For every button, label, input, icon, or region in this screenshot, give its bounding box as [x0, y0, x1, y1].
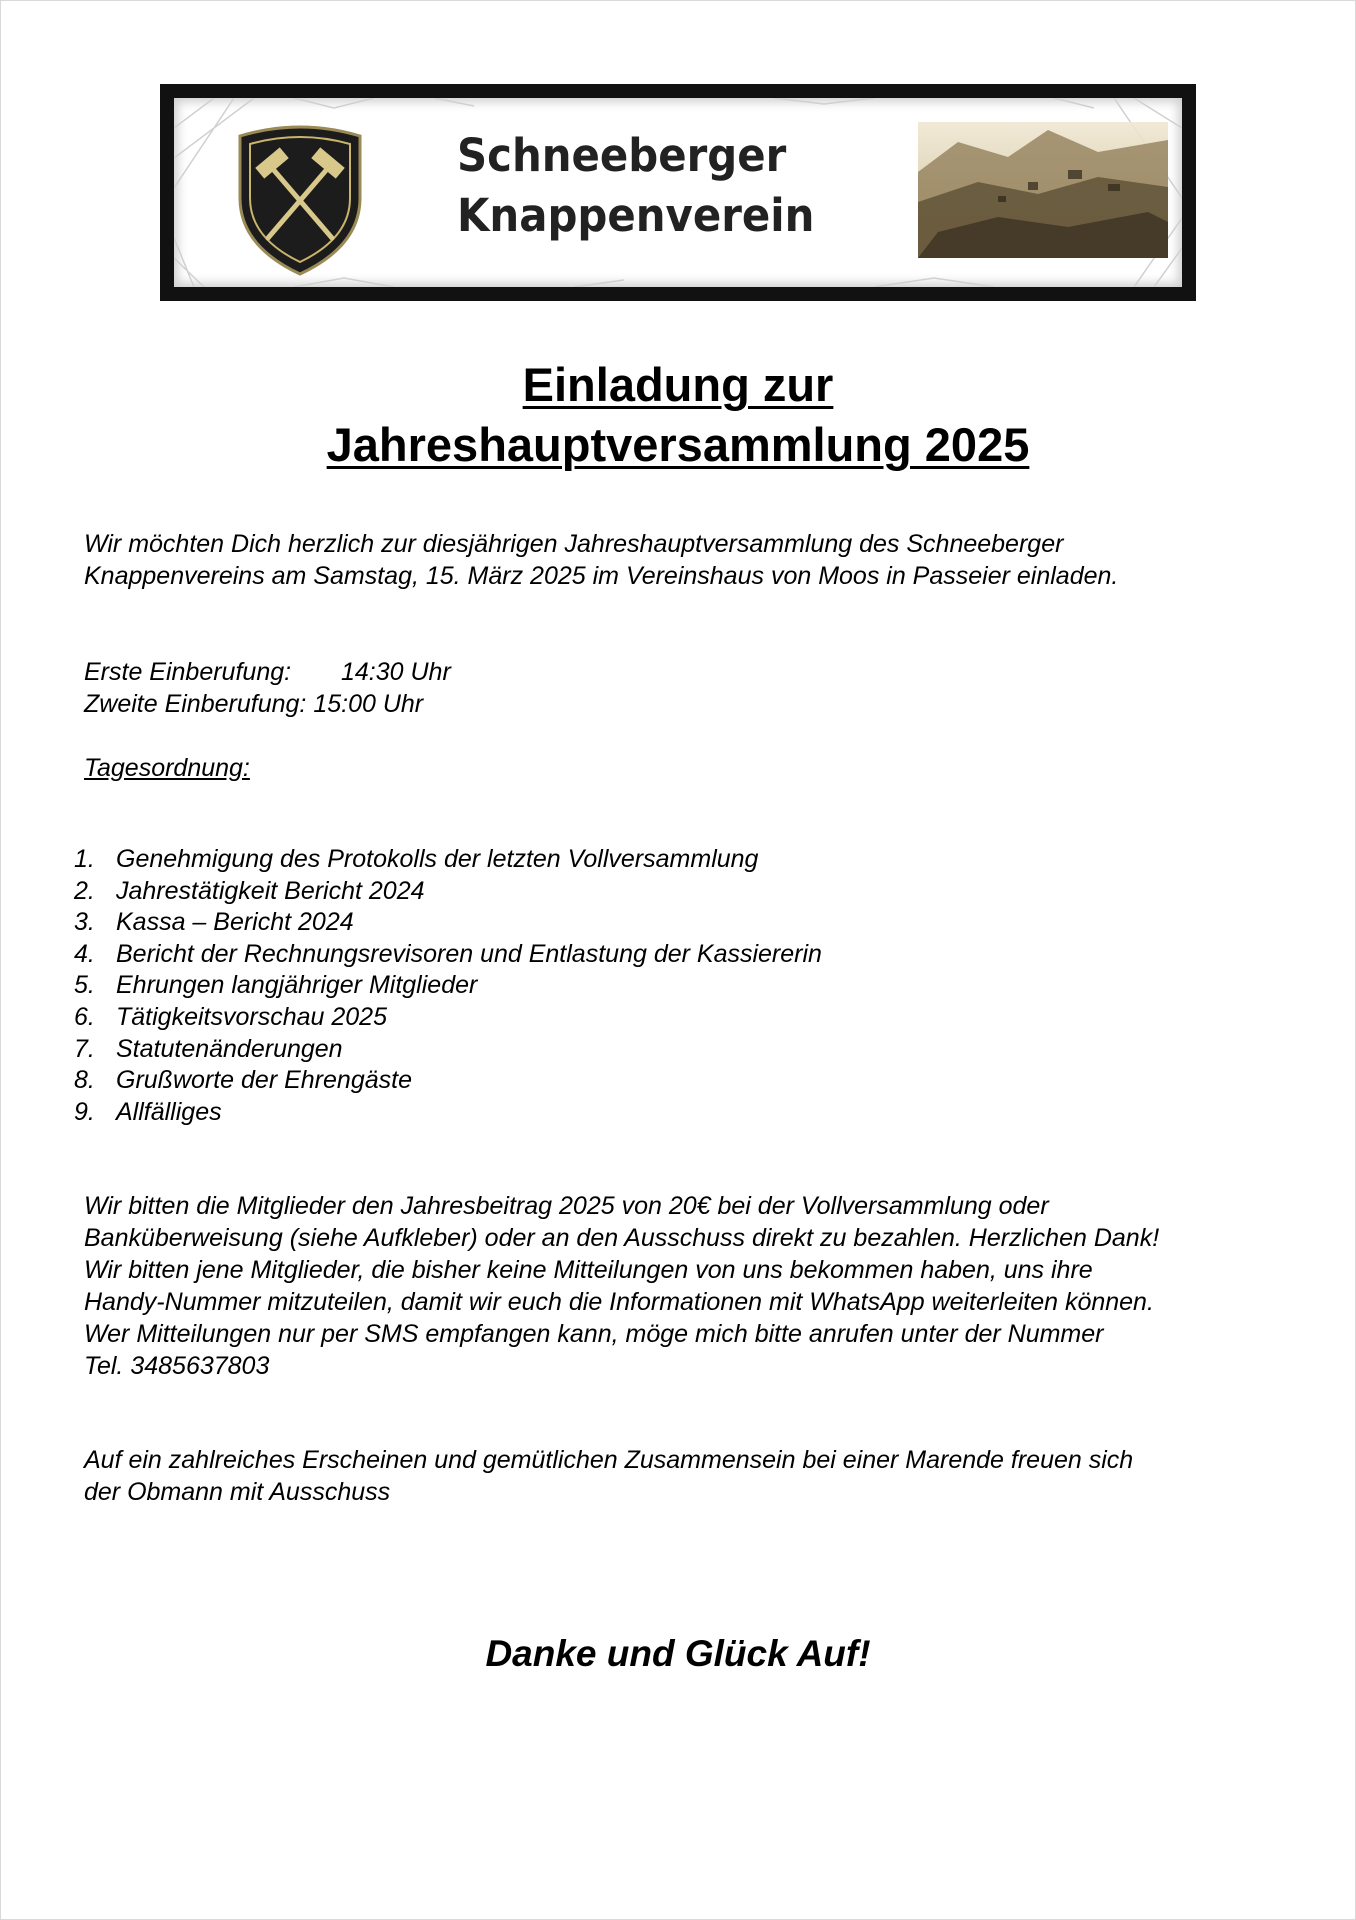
agenda-number: 9.	[74, 1097, 95, 1126]
notes-line: Banküberweisung (siehe Aufkleber) oder an den Ausschuss direkt zu bezahlen. Herzlichen Dank!	[84, 1224, 1160, 1252]
agenda-text: Tätigkeitsvorschau 2025	[116, 1002, 387, 1031]
agenda-text: Jahrestätigkeit Bericht 2024	[116, 876, 425, 905]
second-call-label: Zweite Einberufung:	[84, 690, 307, 718]
agenda-heading: Tagesordnung:	[84, 754, 250, 782]
first-call-label: Erste Einberufung:	[84, 658, 292, 686]
page-title	[0, 355, 1356, 475]
agenda-number: 7.	[74, 1034, 95, 1063]
agenda-text: Kassa – Bericht 2024	[116, 908, 354, 937]
club-name-line2: Knappenverein	[457, 189, 815, 242]
list-item	[74, 1002, 822, 1034]
closing-line: Auf ein zahlreiches Erscheinen und gemütlichen Zusammensein bei einer Marende freuen sich	[84, 1446, 1134, 1474]
list-item	[74, 844, 822, 876]
first-call-row	[84, 656, 451, 688]
farewell-text: Danke und Glück Auf!	[485, 1633, 871, 1674]
list-item	[74, 939, 822, 971]
page-title-line1: Einladung zur	[522, 358, 834, 411]
notes-line: Handy-Nummer mitzuteilen, damit wir euch die Informationen mit WhatsApp weiterleiten können.	[84, 1288, 1154, 1316]
agenda-number: 5.	[74, 971, 95, 1000]
notes-line: Wir bitten jene Mitglieder, die bisher keine Mitteilungen von uns bekommen haben, uns ihre	[84, 1256, 1093, 1284]
intro-line: Knappenvereins am Samstag, 15. März 2025 im Vereinshaus von Moos in Passeier einladen.	[84, 562, 1119, 590]
agenda-text: Grußworte der Ehrengäste	[116, 1066, 412, 1095]
agenda-number: 6.	[74, 1002, 95, 1031]
list-item	[74, 876, 822, 908]
membership-notes	[84, 1190, 1159, 1382]
notes-line: Wer Mitteilungen nur per SMS empfangen kann, möge mich bitte anrufen unter der Nummer	[84, 1320, 1104, 1348]
agenda-text: Genehmigung des Protokolls der letzten Vollversammlung	[116, 845, 759, 873]
meeting-times	[84, 656, 451, 720]
notes-line: Wir bitten die Mitglieder den Jahresbeitrag 2025 von 20€ bei der Vollversammlung oder	[84, 1192, 1049, 1220]
agenda-number: 4.	[74, 939, 95, 968]
agenda-text: Allfälliges	[116, 1097, 222, 1126]
page-title-line2: Jahreshauptversammlung 2025	[326, 418, 1030, 471]
second-call-time: 15:00 Uhr	[313, 690, 424, 718]
closing-line: der Obmann mit Ausschuss	[84, 1478, 391, 1506]
club-name-line1: Schneeberger	[457, 129, 787, 182]
club-name	[457, 126, 814, 246]
list-item	[74, 907, 822, 939]
banner-inner	[174, 98, 1182, 287]
closing-paragraph	[84, 1444, 1133, 1508]
agenda-number: 2.	[74, 876, 95, 905]
list-item	[74, 1097, 822, 1129]
mine-landscape-photo	[918, 122, 1168, 258]
agenda-number: 1.	[74, 845, 95, 873]
agenda-number: 3.	[74, 908, 95, 937]
first-call-time: 14:30 Uhr	[341, 658, 451, 686]
agenda-number: 8.	[74, 1066, 95, 1095]
phone-line: Tel. 3485637803	[84, 1352, 270, 1380]
agenda-text: Bericht der Rechnungsrevisoren und Entlastung der Kassiererin	[116, 939, 822, 968]
list-item	[74, 1034, 822, 1066]
agenda-list	[74, 844, 822, 1128]
agenda-text: Statutenänderungen	[116, 1034, 343, 1063]
second-call-row	[84, 688, 451, 720]
list-item	[74, 1065, 822, 1097]
agenda-text: Ehrungen langjähriger Mitglieder	[116, 971, 478, 1000]
header-banner	[160, 84, 1196, 301]
miners-crest-icon	[220, 118, 380, 278]
intro-paragraph	[84, 528, 1118, 592]
list-item	[74, 970, 822, 1002]
intro-line: Wir möchten Dich herzlich zur diesjährigen Jahreshauptversammlung des Schneeberger	[84, 530, 1064, 558]
